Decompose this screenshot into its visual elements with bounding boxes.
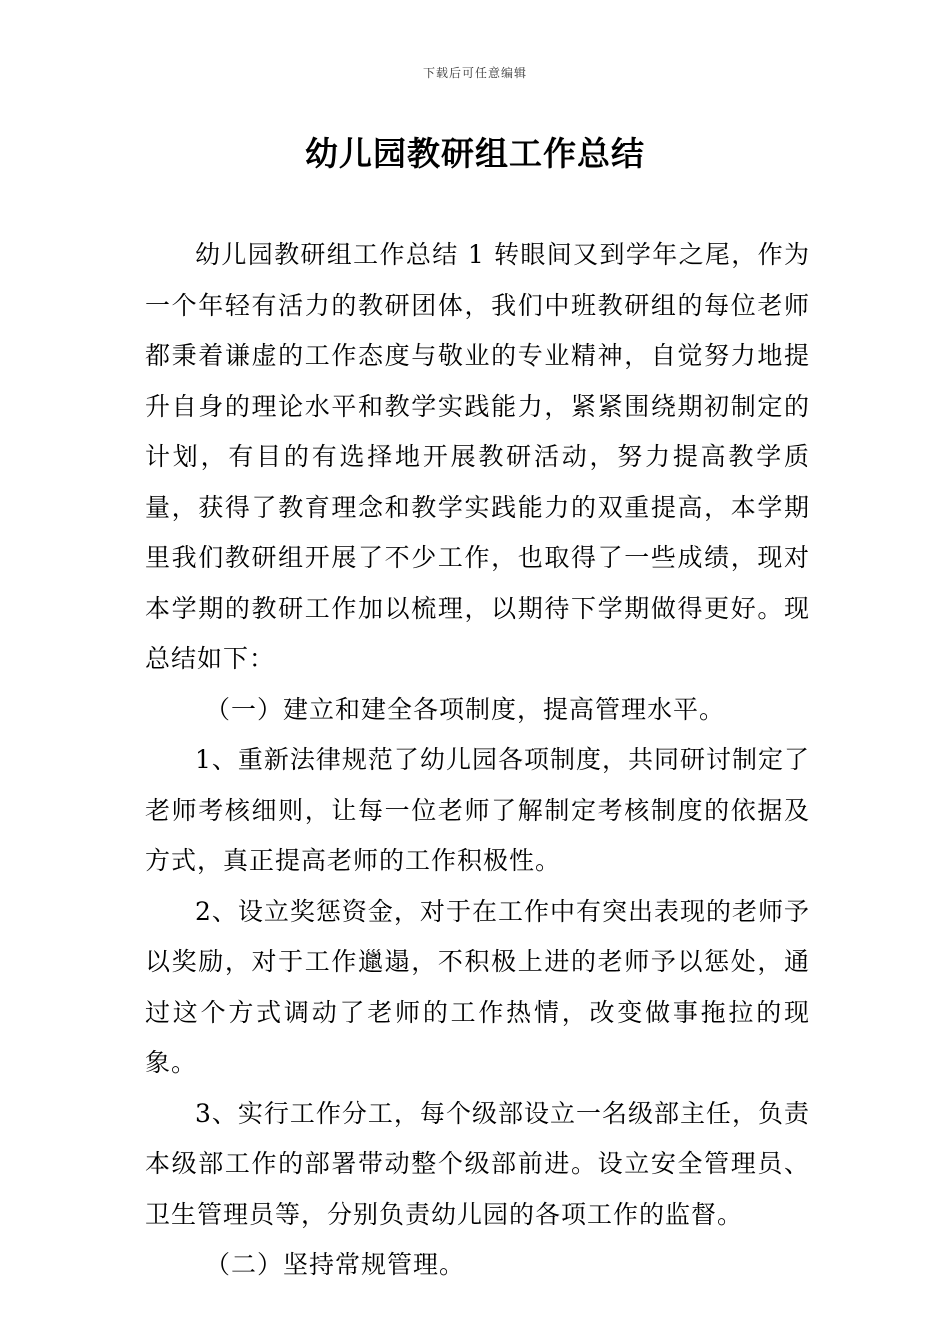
section-heading-2: （二）坚持常规管理。 [205, 1250, 466, 1279]
header-note: 下载后可任意编辑 [422, 66, 527, 80]
paragraph-item-2: 2、设立奖惩资金，对于在工作中有突出表现的老师予以奖励，对于工作邋遢，不积极上进的老师予以惩处，通过这个方式调动了老师的工作热情，改变做事拖拉的现象。 [145, 896, 810, 1077]
section-heading-1: （一）建立和建全各项制度，提高管理水平。 [205, 694, 726, 724]
document-body [145, 230, 810, 1291]
paragraph-intro: 幼儿园教研组工作总结 1 转眼间又到学年之尾，作为一个年轻有活力的教研团体，我们中班教研组的每位老师都秉着谦虚的工作态度与敬业的专业精神，自觉努力地提升自身的理论水平和教学实践能力，紧紧围绕期初制定的计划，有目的有选择地开展教研活动，努力提高教学质量，获得了教育理念和教学实践能力的双重提高，本学期里我们教研组开展了不少工作，也取得了一些成绩，现对本学期的教研工作加以梳理，以期待下学期做得更好。现总结如下： [145, 240, 810, 673]
document-title: 幼儿园教研组工作总结 [305, 134, 645, 173]
paragraph-item-1: 1、重新法律规范了幼儿园各项制度，共同研讨制定了老师考核细则，让每一位老师了解制定考核制度的依据及方式，真正提高老师的工作积极性。 [145, 745, 810, 875]
paragraph-item-3: 3、实行工作分工，每个级部设立一名级部主任，负责本级部工作的部署带动整个级部前进。设立安全管理员、卫生管理员等，分别负责幼儿园的各项工作的监督。 [145, 1098, 810, 1229]
